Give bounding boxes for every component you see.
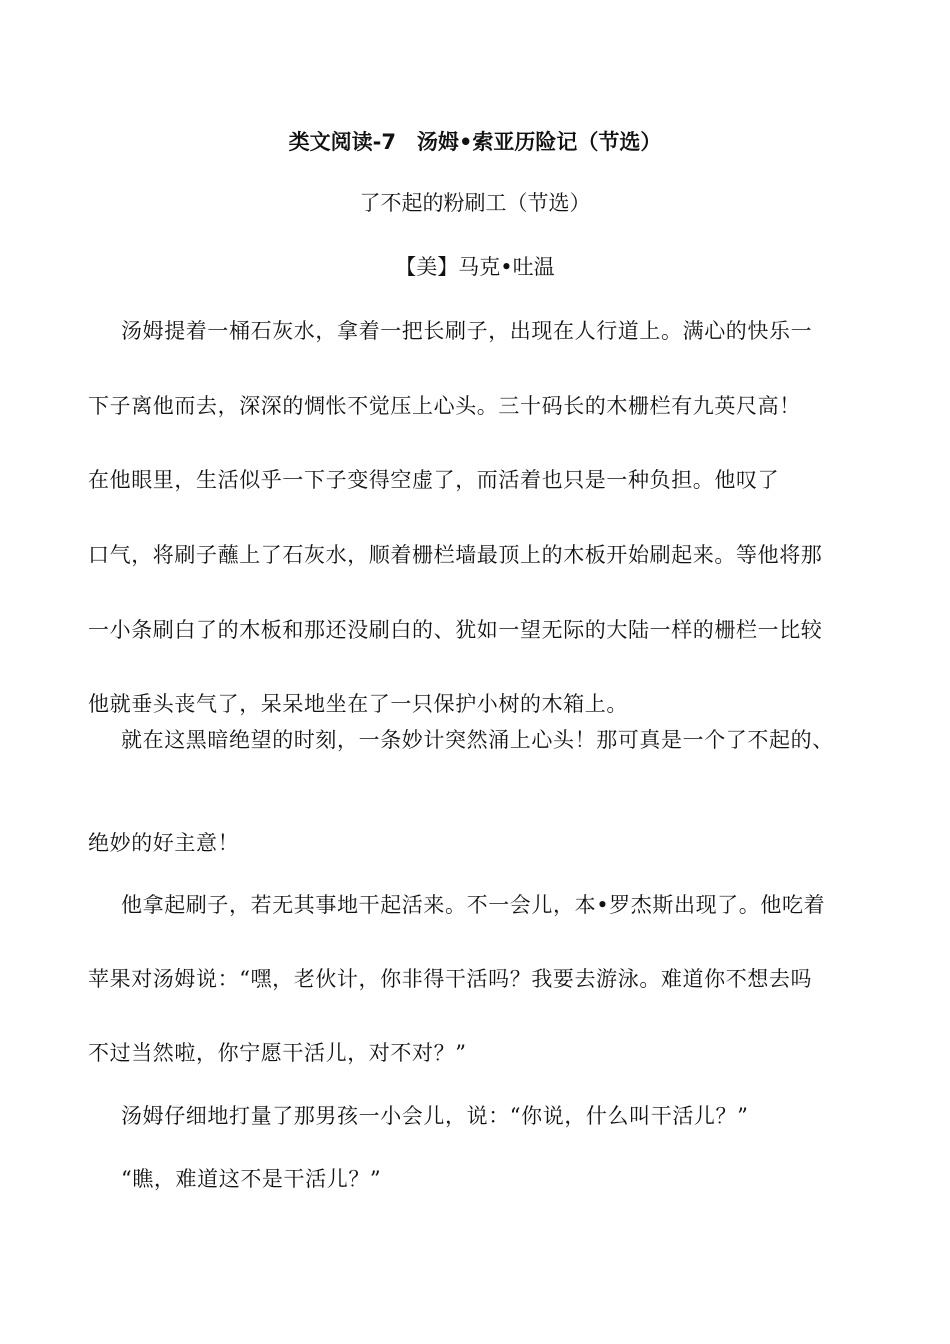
text-line: 口气，将刷子蘸上了石灰水，顺着栅栏墙最顶上的木板开始刷起来。等他将那 xyxy=(88,543,823,567)
text-line: 他就垂头丧气了，呆呆地坐在了一只保护小树的木箱上。 xyxy=(88,692,628,716)
text-line: 下子离他而去，深深的惆怅不觉压上心头。三十码长的木栅栏有九英尺高！ xyxy=(88,394,801,418)
document-title: 类文阅读-7 汤姆•索亚历险记（节选） xyxy=(288,130,662,154)
text-line: 在他眼里，生活似乎一下子变得空虚了，而活着也只是一种负担。他叹了 xyxy=(88,468,780,492)
text-line: 不过当然啦，你宁愿干活儿，对不对？” xyxy=(88,1041,467,1065)
text-line: 一小条刷白了的木板和那还没刷白的、犹如一望无际的大陆一样的栅栏一比较 xyxy=(88,618,823,642)
text-line: 汤姆提着一桶石灰水，拿着一把长刷子，出现在人行道上。满心的快乐一 xyxy=(121,319,813,343)
text-line: 苹果对汤姆说：“嘿，老伙计，你非得干活吗？我要去游泳。难道你不想去吗 xyxy=(88,967,813,991)
text-line: 绝妙的好主意！ xyxy=(88,831,240,855)
text-line: 就在这黑暗绝望的时刻，一条妙计突然涌上心头！那可真是一个了不起的、 xyxy=(121,728,834,752)
chapter-subtitle: 了不起的粉刷工（节选） xyxy=(359,191,591,215)
author-line: 【美】马克•吐温 xyxy=(395,255,555,279)
text-line: 他拿起刷子，若无其事地干起活来。不一会儿，本•罗杰斯出现了。他吃着 xyxy=(121,893,826,917)
text-line: 汤姆仔细地打量了那男孩一小会儿，说：“你说，什么叫干活儿？” xyxy=(121,1104,749,1128)
text-line: “瞧，难道这不是干活儿？” xyxy=(121,1167,382,1191)
